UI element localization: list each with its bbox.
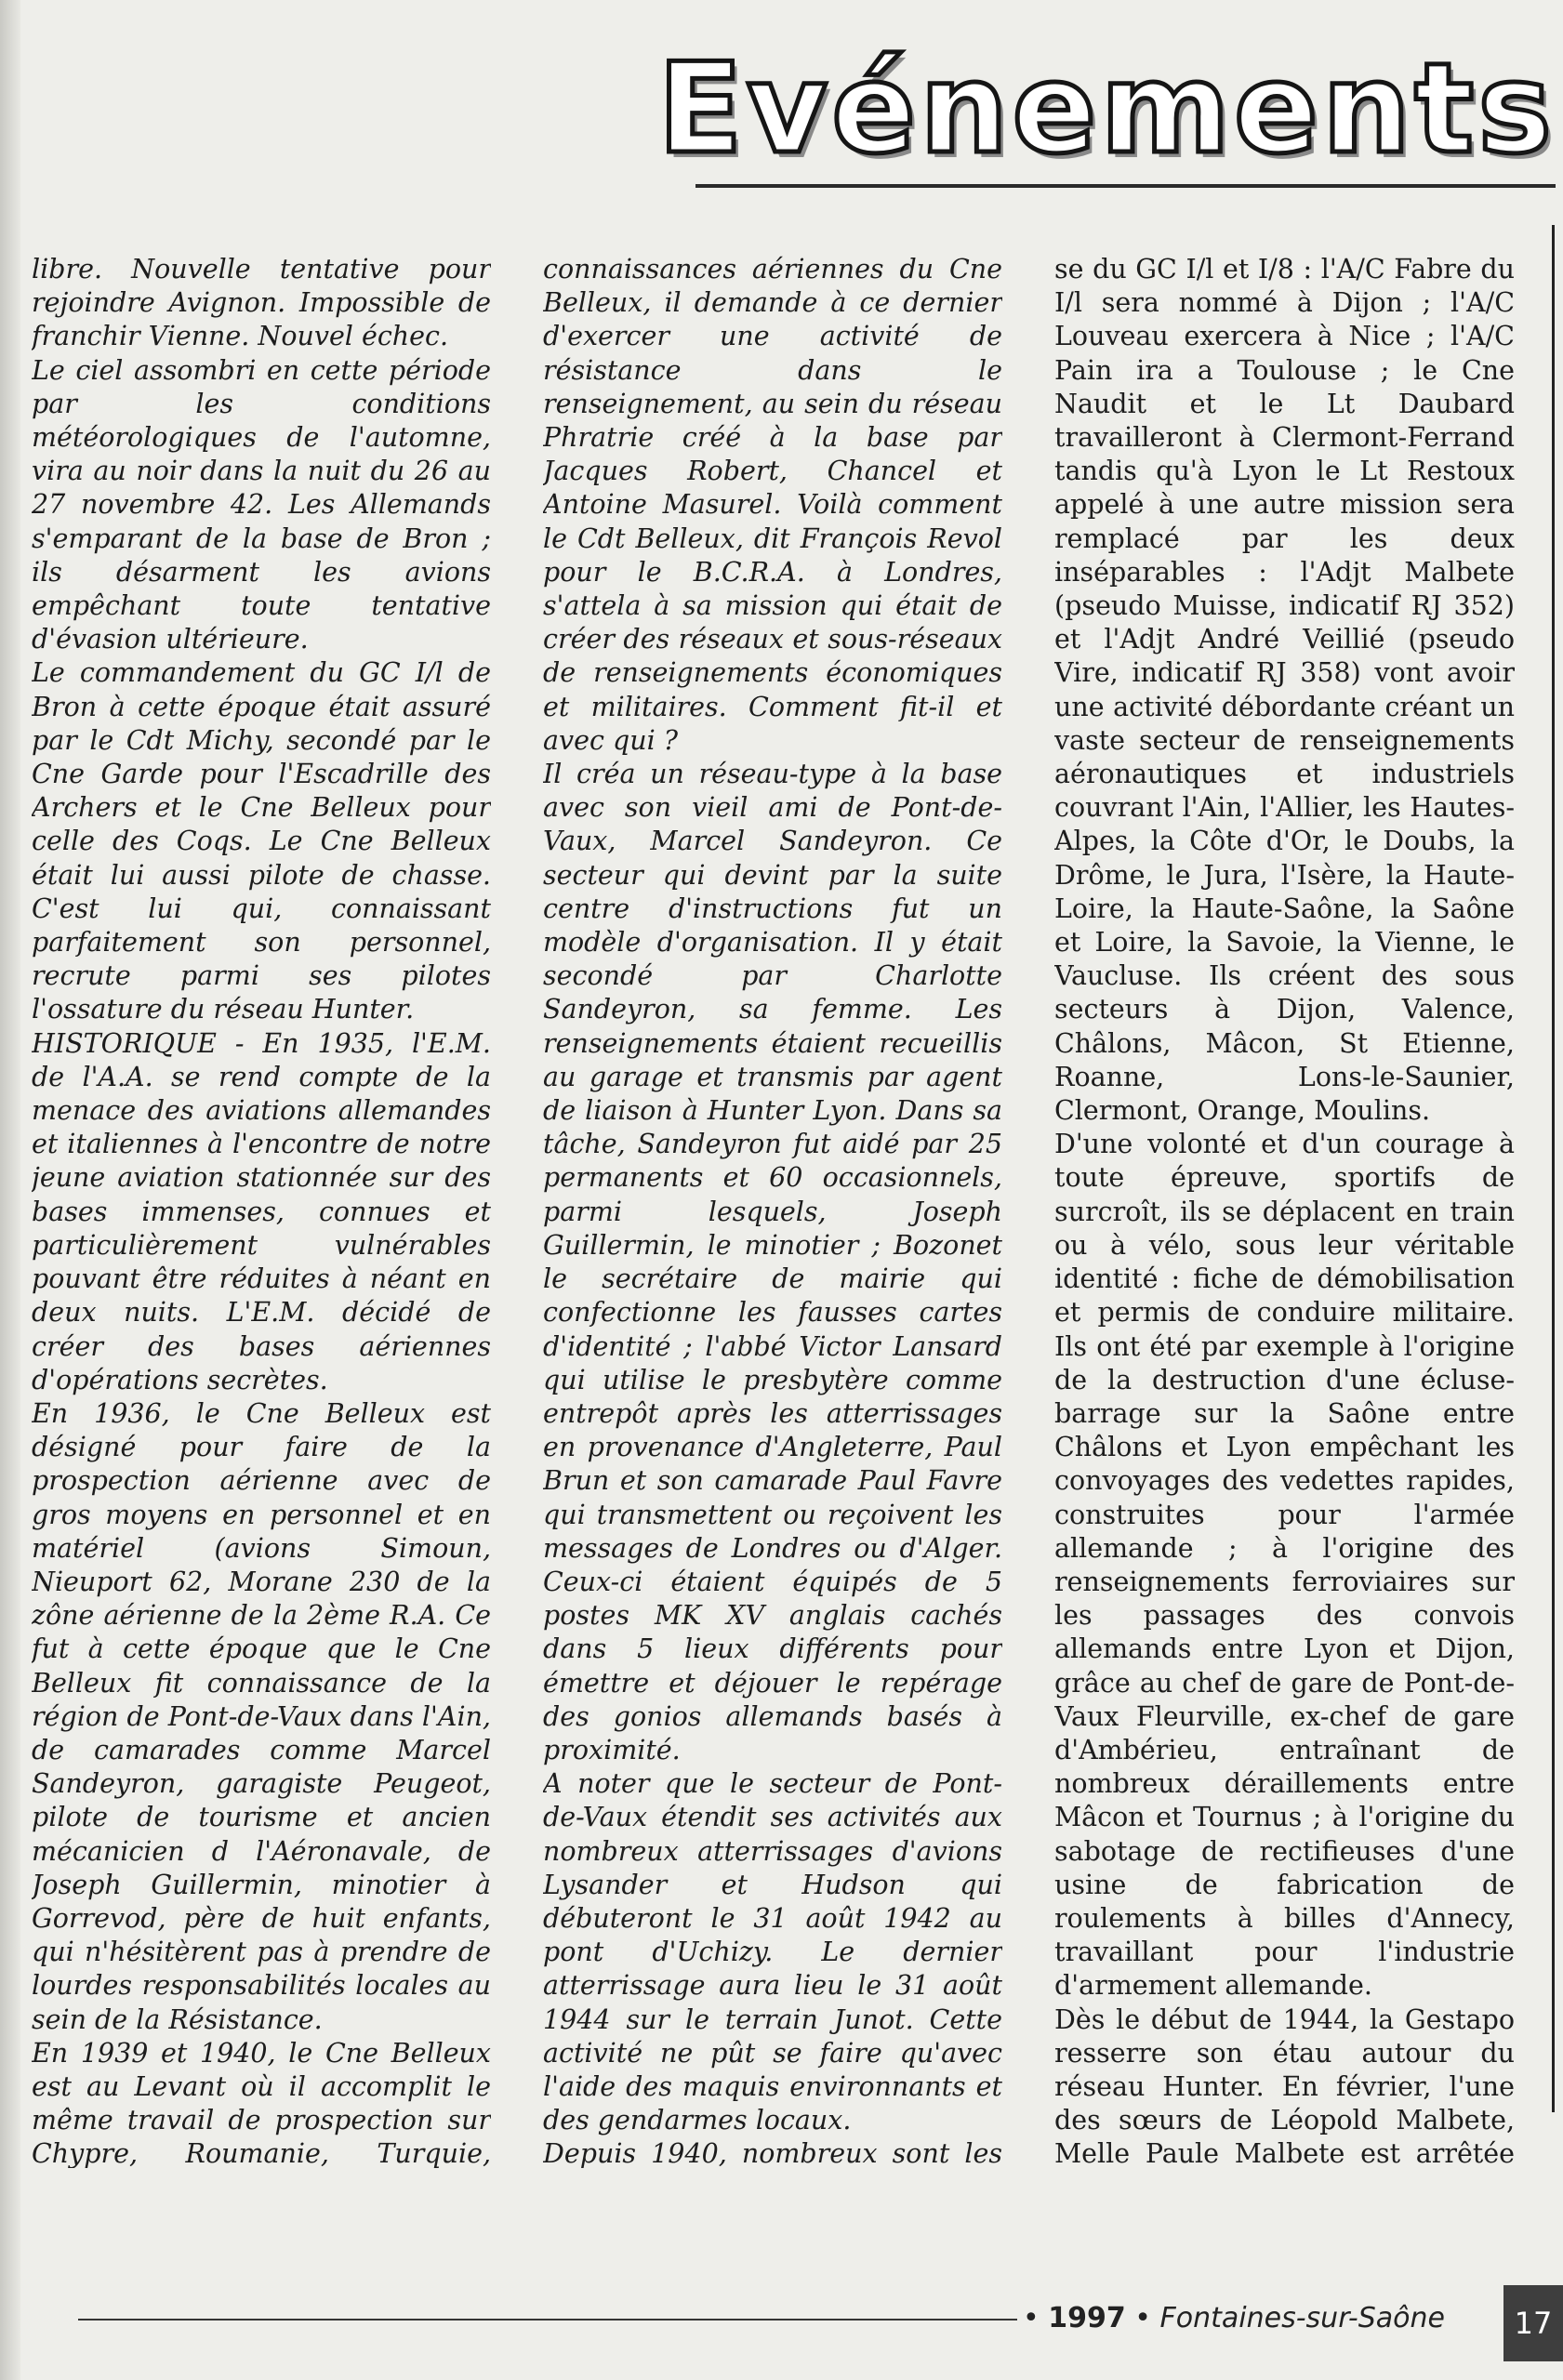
- column-rule: [1552, 225, 1555, 2112]
- paragraph: Dès le début de 1944, la Gestapo resserre son étau autour du réseau Hunter. En février, l'une des sœurs de Léopold Malbete, Melle Paule Malbete est arrêtée: [1054, 2003, 1515, 2168]
- paragraph: HISTORIQUE - En 1935, l'E.M. de l'A.A. se rend compte de la menace des aviations allemandes et italiennes à l'encontre de notre jeune aviation stationnée sur des bases immenses, connues et particulièrement vulnérables pouvant être réduites à néant en deux nuits. L'E.M. décidé de créer des bases aériennes d'opérations secrètes.: [32, 1027, 491, 1395]
- paragraph: En 1939 et 1940, le Cne Belleux est au Levant où il accomplit le même travail de prospection sur Chypre, Roumanie, Turquie,: [32, 2037, 491, 2168]
- paragraph: Le commandement du GC I/l de Bron à cette époque était assuré par le Cdt Michy, secondé par le Cne Garde pour l'Escadrille des Archers et le Cne Belleux pour celle des Coqs. Le Cne Belleux était lui aussi pilote de chasse. C'est lui qui, connaissant parfaitement son personnel, recrute parmi ses pilotes l'ossature du réseau Hunter.: [32, 657, 491, 1025]
- article-column-2: [543, 253, 1002, 2168]
- paragraph: Depuis 1940, nombreux sont les: [543, 2138, 1002, 2168]
- bullet: •: [1023, 2302, 1049, 2334]
- section-title: Evénements: [657, 36, 1556, 181]
- paragraph: Le ciel assombri en cette période par les conditions météorologiques de l'automne, vira au noir dans la nuit du 26 au 27 novembre 42. Les Allemands s'emparant de la base de Bron ; ils désarment les avions empêchant toute tentative d'évasion ultérieure.: [32, 354, 491, 655]
- footer-credit: [1023, 2302, 1445, 2334]
- footer-year: 1997: [1048, 2302, 1126, 2334]
- paragraph: Il créa un réseau-type à la base avec son vieil ami de Pont-de-Vaux, Marcel Sandeyron. Ce secteur qui devint par la suite centre d'instructions fut un modèle d'organisation. Il y était secondé par Charlotte Sandeyron, sa femme. Les renseignements étaient recueillis au garage et transmis par agent de liaison à Hunter Lyon. Dans sa tâche, Sandeyron fut aidé par 25 permanents et 60 occasionnels, parmi lesquels, Joseph Guillermin, le minotier ; Bozonet le secrétaire de mairie qui confectionne les fausses cartes d'identité ; l'abbé Victor Lansard qui utilise le presbytère comme entrepôt après les atterrissages en provenance d'Angleterre, Paul Brun et son camarade Paul Favre qui transmettent ou reçoivent les messages de Londres ou d'Alger. Ceux-ci étaient équipés de 5 postes MK XV anglais cachés dans 5 lieux différents pour émettre et déjouer le repérage des gonios allemands basés à proximité.: [543, 759, 1002, 1765]
- bullet: •: [1125, 2302, 1160, 2334]
- paragraph: D'une volonté et d'un courage à toute épreuve, sportifs de surcroît, ils se déplacent en train ou à vélo, sous leur véritable identité : fiche de démobilisation et permis de conduire militaire. Ils ont été par exemple à l'origine de la destruction d'une écluse-barrage sur la Saône entre Châlons et Lyon empêchant les convoyages des vedettes rapides, construites pour l'armée allemande ; à l'origine des renseignements ferroviaires sur les passages des convois allemands entre Lyon et Dijon, grâce au chef de gare de Pont-de-Vaux Fleurville, ex-chef de gare d'Ambérieu, entraînant de nombreux déraillements entre Mâcon et Tournus ; à l'origine du sabotage de rectifieuses d'une usine de fabrication de roulements à billes d'Annecy, travaillant pour l'industrie d'armement allemande.: [1054, 1129, 1515, 2002]
- paragraph: A noter que le secteur de Pont-de-Vaux étendit ses activités aux nombreux atterrissages d'avions Lysander et Hudson qui débuteront le 31 août 1942 au pont d'Uchizy. Le dernier atterrissage aura lieu le 31 août 1944 sur le terrain Junot. Cette activité ne pût se faire qu'avec l'aide des maquis environnants et des gendarmes locaux.: [543, 1768, 1002, 2136]
- article-column-1: [32, 253, 491, 2168]
- footer-town: Fontaines-sur-Saône: [1159, 2302, 1445, 2334]
- paragraph: connaissances aériennes du Cne Belleux, il demande à ce dernier d'exercer une activité de résistance dans le renseignement, au sein du réseau Phratrie créé à la base par Jacques Robert, Chancel et Antoine Masurel. Voilà comment le Cdt Belleux, dit François Revol pour le B.C.R.A. à Londres, s'attela à sa mission qui était de créer des réseaux et sous-réseaux de renseignements économiques et militaires. Comment fit-il et avec qui ?: [543, 254, 1002, 756]
- header-rule: [695, 184, 1556, 188]
- scan-edge: [0, 0, 20, 2380]
- page-number: 17: [1503, 2285, 1563, 2361]
- paragraph: En 1936, le Cne Belleux est désigné pour faire de la prospection aérienne avec de gros moyens en personnel et en matériel (avions Simoun, Nieuport 62, Morane 230 de la zône aérienne de la 2ème R.A. Ce fut à cette époque que le Cne Belleux fit connaissance de la région de Pont-de-Vaux dans l'Ain, de camarades comme Marcel Sandeyron, garagiste Peugeot, pilote de tourisme et ancien mécanicien d l'Aéronavale, de Joseph Guillermin, minotier à Gorrevod, père de huit enfants, qui n'hésitèrent pas à prendre de lourdes responsabilités locales au sein de la Résistance.: [32, 1397, 491, 2035]
- paragraph: se du GC I/l et I/8 : l'A/C Fabre du I/l sera nommé à Dijon ; l'A/C Louveau exercera à Nice ; l'A/C Pain ira a Toulouse ; le Cne Naudit et le Lt Daubard travailleront à Clermont-Ferrand tandis qu'à Lyon le Lt Restoux appelé à une autre mission sera remplacé par les deux inséparables : l'Adjt Malbete (pseudo Muisse, indicatif RJ 352) et l'Adjt André Veillié (pseudo Vire, indicatif RJ 358) vont avoir une activité débordante créant un vaste secteur de renseignements aéronautiques et industriels couvrant l'Ain, l'Allier, les Hautes-Alpes, la Côte d'Or, le Doubs, la Drôme, le Jura, l'Isère, la Haute-Loire, la Haute-Saône, la Saône et Loire, la Savoie, la Vienne, le Vaucluse. Ils créent des sous secteurs à Dijon, Valence, Châlons, Mâcon, St Etienne, Roanne, Lons-le-Saunier, Clermont, Orange, Moulins.: [1054, 254, 1515, 1127]
- footer-rule: [78, 2319, 1017, 2320]
- paragraph: libre. Nouvelle tentative pour rejoindre Avignon. Impossible de franchir Vienne. Nouvel échec.: [32, 254, 491, 352]
- article-column-3: [1054, 253, 1515, 2168]
